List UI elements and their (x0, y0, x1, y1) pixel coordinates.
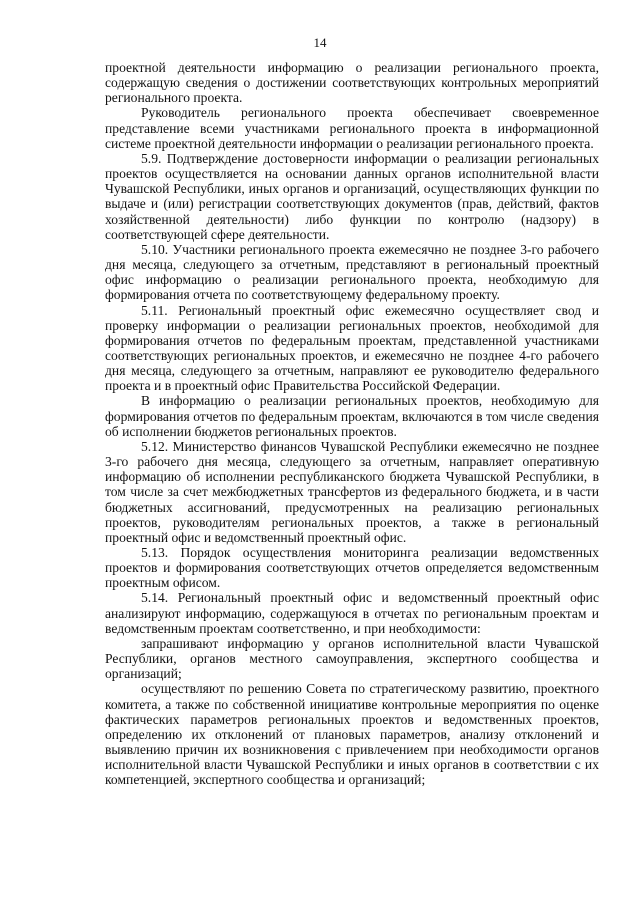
paragraph: Руководитель регионального проекта обеспечивает своевременное представление всеми участниками регионального проекта в информационной системе проектной деятельности информации о реализации регионального проекта. (105, 105, 599, 151)
list-item: осуществляют по решению Совета по стратегическому развитию, проектного комитета, а также по собственной инициативе контрольные мероприятия по оценке фактических параметров региональных проектов и ведомственных проектов, определению их отклонений от плановых параметров, анализу отклонений и выявлению причин их возникновения с привлечением при необходимости органов исполнительной власти Чувашской Республики и иных органов в соответствии с их компетенцией, экспертного сообщества и организаций; (105, 681, 599, 788)
paragraph: В информацию о реализации региональных проектов, необходимую для формирования отчетов по федеральным проектам, включаются в том числе сведения об исполнении бюджетов региональных проектов. (105, 393, 599, 439)
document-body (105, 60, 599, 788)
list-item: запрашивают информацию у органов исполнительной власти Чувашской Республики, органов местного самоуправления, экспертного сообщества и организаций; (105, 635, 599, 682)
paragraph-5-10: 5.10. Участники регионального проекта ежемесячно не позднее 3-го рабочего дня месяца, следующего за отчетным, представляют в региональный проектный офис информацию о реализации регионального проекта, необходимую для формирования отчета по соответствующему федеральному проекту. (105, 241, 599, 303)
paragraph-5-11: 5.11. Региональный проектный офис ежемесячно осуществляет свод и проверку информации о реализации региональных проектов, необходимой для формирования отчетов по федеральным проектам, представленной участниками соответствующих региональных проектов, и ежемесячно не позднее 4-го рабочего дня месяца, следующего за отчетным, направляют ее руководителю федерального проекта и в проектный офис Правительства Российской Федерации. (105, 302, 599, 394)
page-number: 14 (313, 35, 327, 50)
paragraph-5-14: 5.14. Региональный проектный офис и ведомственный проектный офис анализируют информацию, содержащуюся в отчетах по региональным проектам и ведомственным проектам соответственно, и при необходимости: (105, 590, 599, 636)
paragraph-continuation: проектной деятельности информацию о реализации регионального проекта, содержащую сведения о достижении соответствующих контрольных мероприятий регионального проекта. (105, 60, 599, 106)
paragraph-5-9: 5.9. Подтверждение достоверности информации о реализации региональных проектов осуществляется на основании данных органов исполнительной власти Чувашской Республики, иных органов и организаций, осуществляющих функции по выдаче и (или) регистрации соответствующих документов (прав, действий, фактов хозяйственной деятельности) либо функции по контролю (надзору) в соответствующей сфере деятельности. (105, 150, 599, 242)
paragraph-5-13: 5.13. Порядок осуществления мониторинга реализации ведомственных проектов и формирования соответствующих отчетов определяется ведомственным проектным офисом. (105, 545, 599, 591)
paragraph-5-12: 5.12. Министерство финансов Чувашской Республики ежемесячно не позднее 3-го рабочего дня месяца, следующего за отчетным, направляет оперативную информацию об исполнении республиканского бюджета Чувашской Республики, в том числе за счет межбюджетных трансфертов из федерального бюджета, и в части бюджетных ассигнований, предусмотренных на реализацию региональных проектов, руководителям региональных проектов, а также в региональный проектный офис и ведомственный проектный офис. (105, 438, 599, 545)
